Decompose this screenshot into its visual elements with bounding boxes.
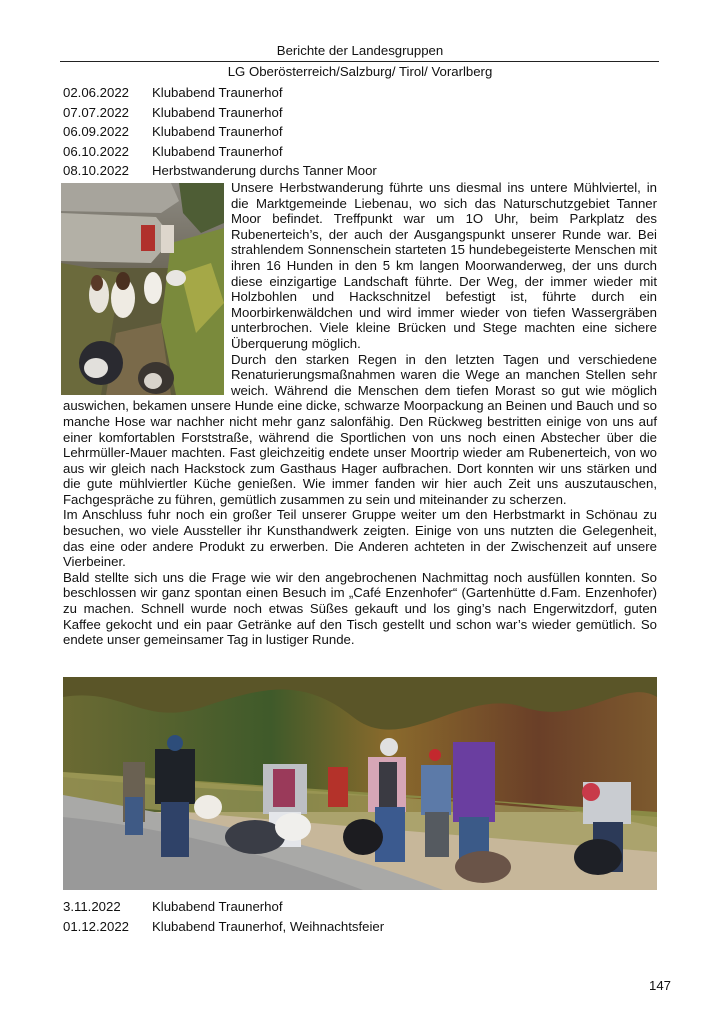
event-title: Klubabend Traunerhof bbox=[152, 899, 283, 914]
event-row bbox=[63, 122, 663, 142]
event-row bbox=[63, 83, 663, 103]
section-title: Berichte der Landesgruppen bbox=[276, 43, 444, 58]
photo-image bbox=[61, 183, 224, 395]
event-date: 01.12.2022 bbox=[63, 918, 130, 934]
event-row bbox=[63, 142, 663, 162]
header-rule bbox=[60, 61, 659, 62]
event-row bbox=[63, 917, 663, 937]
event-date: 3.11.2022 bbox=[63, 899, 121, 914]
event-title: Klubabend Traunerhof bbox=[152, 85, 283, 100]
event-date: 06.09.2022 bbox=[63, 124, 130, 140]
event-row bbox=[63, 897, 663, 917]
group-title: LG Oberösterreich/Salzburg/ Tirol/ Vorarlberg bbox=[227, 64, 493, 79]
photo-image bbox=[63, 677, 657, 890]
event-title: Herbstwanderung durchs Tanner Moor bbox=[152, 163, 377, 179]
page-number: 147 bbox=[648, 978, 671, 993]
event-title: Klubabend Traunerhof bbox=[152, 104, 283, 120]
event-list-top bbox=[63, 83, 663, 181]
article-paragraph: Bald stellte sich uns die Frage wie wir den angebrochenen Nachmittag noch ausfüllen konnten. So beschlossen wir ganz spontan einen Besuch im „Café Enzenhofer“ (Gartenhütte d.Fam. Enzenhofer) zu machen. Schnell wurde noch etwas Süßes gekauft und los ging’s nach Engerwitzdorf, guten Kaffee gekocht und ein paar Getränke auf den Tisch gestellt und schon war’s wieder gemütlich. So endete unser gemeinsamer Tag in lustiger Runde. bbox=[63, 569, 657, 648]
event-row bbox=[63, 161, 663, 181]
article-paragraph: Durch den starken Regen in den letzten Tagen und verschiedene Renaturierungsmaßnahmen waren die Wege an manchen Stellen sehr weich. Während die Menschen dem tiefen Morast so gut wie möglich auswichen, bekamen unsere Hunde eine dicke, schwarze Moorpackung an Beinen und Bauch und so manche Hose war nachher nicht mehr ganz salonfähig. Den Rückweg bestritten einige von uns auf einer komfortablen Forststraße, während die Sportlichen von uns noch einen Abstecher über die Lehrmüller-Mauer machten. Fast gleichzeitig endete unser Moortrip wieder am Rubenerteich, von wo aus wir gleich nach Hackstock zum Gasthaus Hager aufbrachen. Dort konnten wir uns stärken und die gute mühlviertler Küche genießen. Wie immer fanden wir hier auch Zeit uns auszutauschen, Fachgespräche zu führen, gemütlich zusammen zu sein und miteinander zu scherzen. bbox=[63, 351, 657, 507]
event-date: 02.06.2022 bbox=[63, 85, 130, 100]
event-title: Klubabend Traunerhof bbox=[152, 143, 283, 159]
event-row bbox=[63, 103, 663, 123]
event-date: 06.10.2022 bbox=[63, 143, 130, 159]
article-paragraph: Unsere Herbstwanderung führte uns diesmal ins untere Mühlviertel, in die Marktgemeinde Liebenau, wo sich das Naturschutzgebiet Tanner Moor befindet. Treffpunkt war um 1O Uhr, beim Parkplatz des Rubenerteich’s, der auch der Ausgangspunkt unserer Runde war. Bei strahlendem Sonnenschein starteten 15 hundebegeisterte Menschen mit ihren 16 Hunden in den 5 km langen Moorwanderweg, der uns durch diese einzigartige Landschaft führte. Der Weg, der immer wieder mit Holzbohlen und Hackschnitzel befestigt ist, führte durch ein Moorbirkenwäldchen und wird immer wieder von tiefen Wassergräben unterbrochen. Viele kleine Brücken und Stege machten eine sichere Überquerung möglich. bbox=[231, 180, 657, 351]
event-title: Klubabend Traunerhof bbox=[152, 124, 283, 140]
event-list-bottom bbox=[63, 897, 663, 936]
photo-hikers-rocky-trail bbox=[61, 183, 224, 395]
photo-group-with-dogs bbox=[63, 677, 657, 890]
event-title: Klubabend Traunerhof, Weihnachtsfeier bbox=[152, 918, 385, 934]
event-date: 08.10.2022 bbox=[63, 163, 130, 179]
article-paragraph: Im Anschluss fuhr noch ein großer Teil unserer Gruppe weiter um den Herbstmarkt in Schönau zu besuchen, wo viele Aussteller ihr Kunsthandwerk zeigten. Einige von uns nutzten die Gelegenheit, das eine oder andere Produkt zu erwerben. Die Anderen achteten in der Zwischenzeit auf unsere Vierbeiner. bbox=[63, 507, 657, 570]
event-date: 07.07.2022 bbox=[63, 104, 130, 120]
